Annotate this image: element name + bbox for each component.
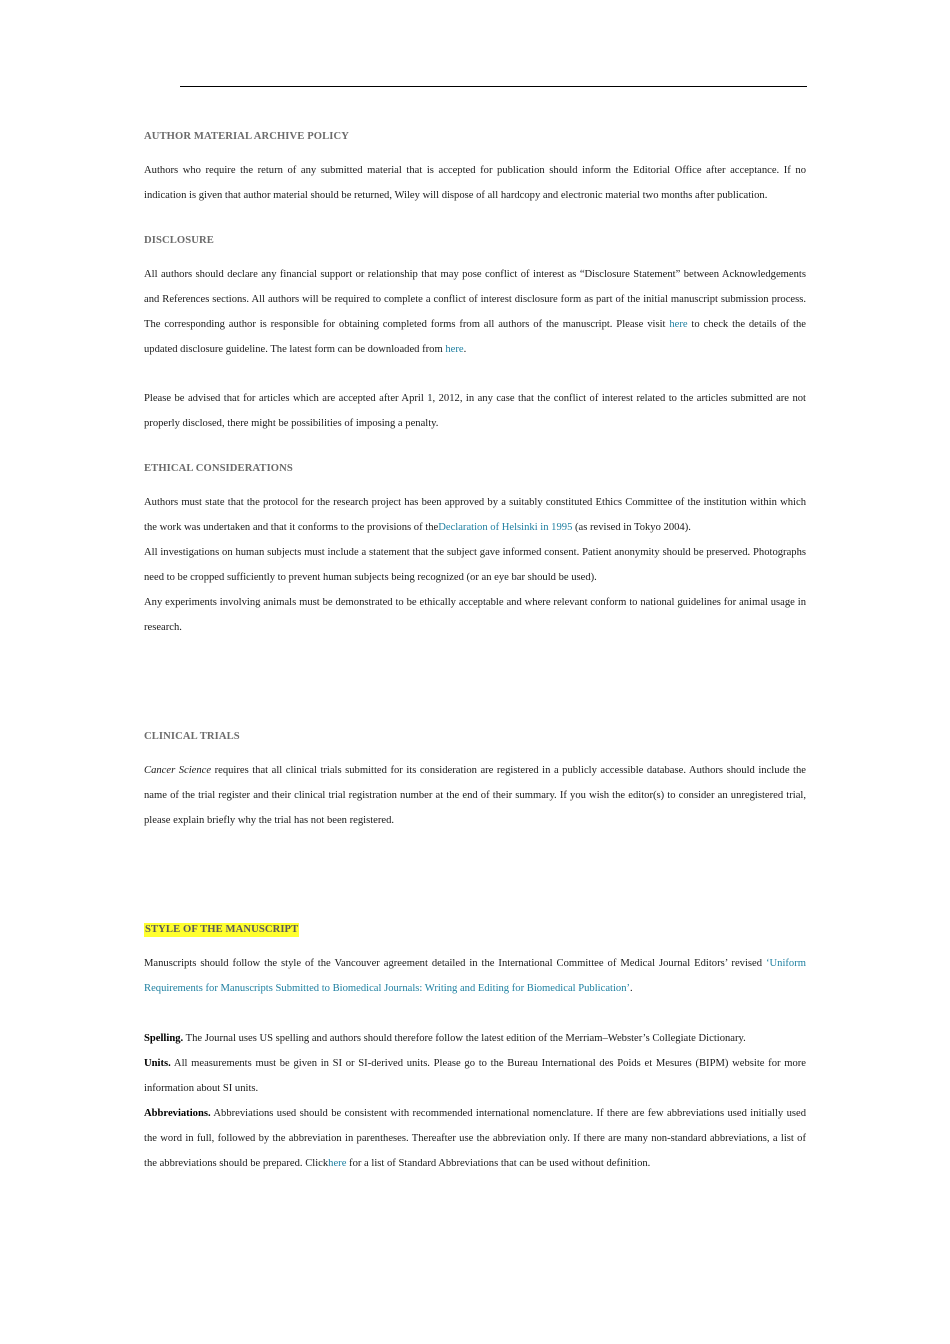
disclosure-text-b: to check the details of the updated disclosure guideline. The latest form can be downloaded from xyxy=(144,319,806,355)
disclosure-text-a: All authors should declare any financial support or relationship that may pose conflict of interest as “Disclosure Statement” between Acknowledgements and References sections. All authors will be required to complete a conflict of interest disclosure form as part of the initial manuscript submission process. The corresponding author is responsible for obtaining completed forms from all authors of the manuscript. Please visit xyxy=(144,269,806,330)
style-text-b: . xyxy=(630,983,633,994)
units-paragraph xyxy=(144,1051,806,1101)
spelling-text: The Journal uses US spelling and authors should therefore follow the latest edition of the Merriam–Webster’s Collegiate Dictionary. xyxy=(183,1033,746,1044)
abbreviations-paragraph xyxy=(144,1101,806,1176)
ethical-paragraph-2: All investigations on human subjects must include a statement that the subject gave informed consent. Patient anonymity should be preserved. Photographs need to be cropped sufficiently to prevent human subjects being recognized (or an eye bar should be used). xyxy=(144,547,806,583)
ethical-text-a: Authors must state that the protocol for the research project has been approved by a suitably constituted Ethics Committee of the institution within which the work was undertaken and that it conforms to the provisions of the xyxy=(144,497,806,533)
style-text-a: Manuscripts should follow the style of the Vancouver agreement detailed in the International Committee of Medical Journal Editors’ revised xyxy=(144,958,766,969)
spelling-label: Spelling. xyxy=(144,1033,184,1044)
abbreviations-label: Abbreviations. xyxy=(144,1108,211,1119)
standard-abbreviations-link[interactable]: here xyxy=(328,1158,347,1169)
heading-disclosure: DISCLOSURE xyxy=(144,235,214,246)
heading-ethical-considerations: ETHICAL CONSIDERATIONS xyxy=(144,463,293,474)
helsinki-declaration-link[interactable]: Declaration of Helsinki in 1995 xyxy=(438,522,573,533)
clinical-trials-paragraph xyxy=(144,758,806,833)
disclosure-paragraph-2: Please be advised that for articles which are accepted after April 1, 2012, in any case that the conflict of interest related to the articles submitted are not properly disclosed, there might be possibilities of imposing a penalty. xyxy=(144,393,806,429)
disclosure-text-c: . xyxy=(463,344,467,355)
ethical-paragraph-1 xyxy=(144,490,806,540)
heading-archive-policy: AUTHOR MATERIAL ARCHIVE POLICY xyxy=(144,131,349,142)
abbreviations-text-b: for a list of Standard Abbreviations that can be used without definition. xyxy=(346,1158,651,1169)
archive-policy-paragraph: Authors who require the return of any submitted material that is accepted for publication should inform the Editorial Office after acceptance. If no indication is given that author material should be returned, Wiley will dispose of all hardcopy and electronic material two months after publication. xyxy=(144,165,806,201)
units-text: All measurements must be given in SI or SI-derived units. Please go to the Bureau International des Poids et Mesures (BIPM) website for more information about SI units. xyxy=(144,1058,806,1094)
spelling-paragraph xyxy=(144,1026,806,1051)
disclosure-guideline-link[interactable]: here xyxy=(669,319,688,330)
units-label: Units. xyxy=(144,1058,171,1069)
heading-style-of-manuscript: STYLE OF THE MANUSCRIPT xyxy=(145,924,299,935)
style-paragraph-1 xyxy=(144,951,806,1001)
ethical-text-b: (as revised in Tokyo 2004). xyxy=(572,522,691,533)
heading-clinical-trials: CLINICAL TRIALS xyxy=(144,731,240,742)
journal-name: Cancer Science xyxy=(144,765,212,776)
ethical-paragraph-3: Any experiments involving animals must be demonstrated to be ethically acceptable and where relevant conform to national guidelines for animal usage in research. xyxy=(144,597,806,633)
header-rule xyxy=(180,86,807,87)
abbreviations-text-a: Abbreviations used should be consistent with recommended international nomenclature. If there are few abbreviations used initially used the word in full, followed by the abbreviation in parentheses. Thereafter use the abbreviation only. If there are many non-standard abbreviations, a list of the abbreviations should be prepared. Click xyxy=(144,1108,806,1169)
clinical-trials-text: requires that all clinical trials submitted for its consideration are registered in a publicly accessible database. Authors should include the name of the trial register and their clinical trial registration number at the end of their summary. If you wish the editor(s) to consider an unregistered trial, please explain briefly why the trial has not been registered. xyxy=(144,765,806,826)
disclosure-paragraph-1 xyxy=(144,262,806,362)
disclosure-form-link[interactable]: here xyxy=(445,344,464,355)
uniform-requirements-link[interactable]: ‘Uniform Requirements for Manuscripts Submitted to Biomedical Journals: Writing and Editing for Biomedical Publication’ xyxy=(144,958,806,994)
